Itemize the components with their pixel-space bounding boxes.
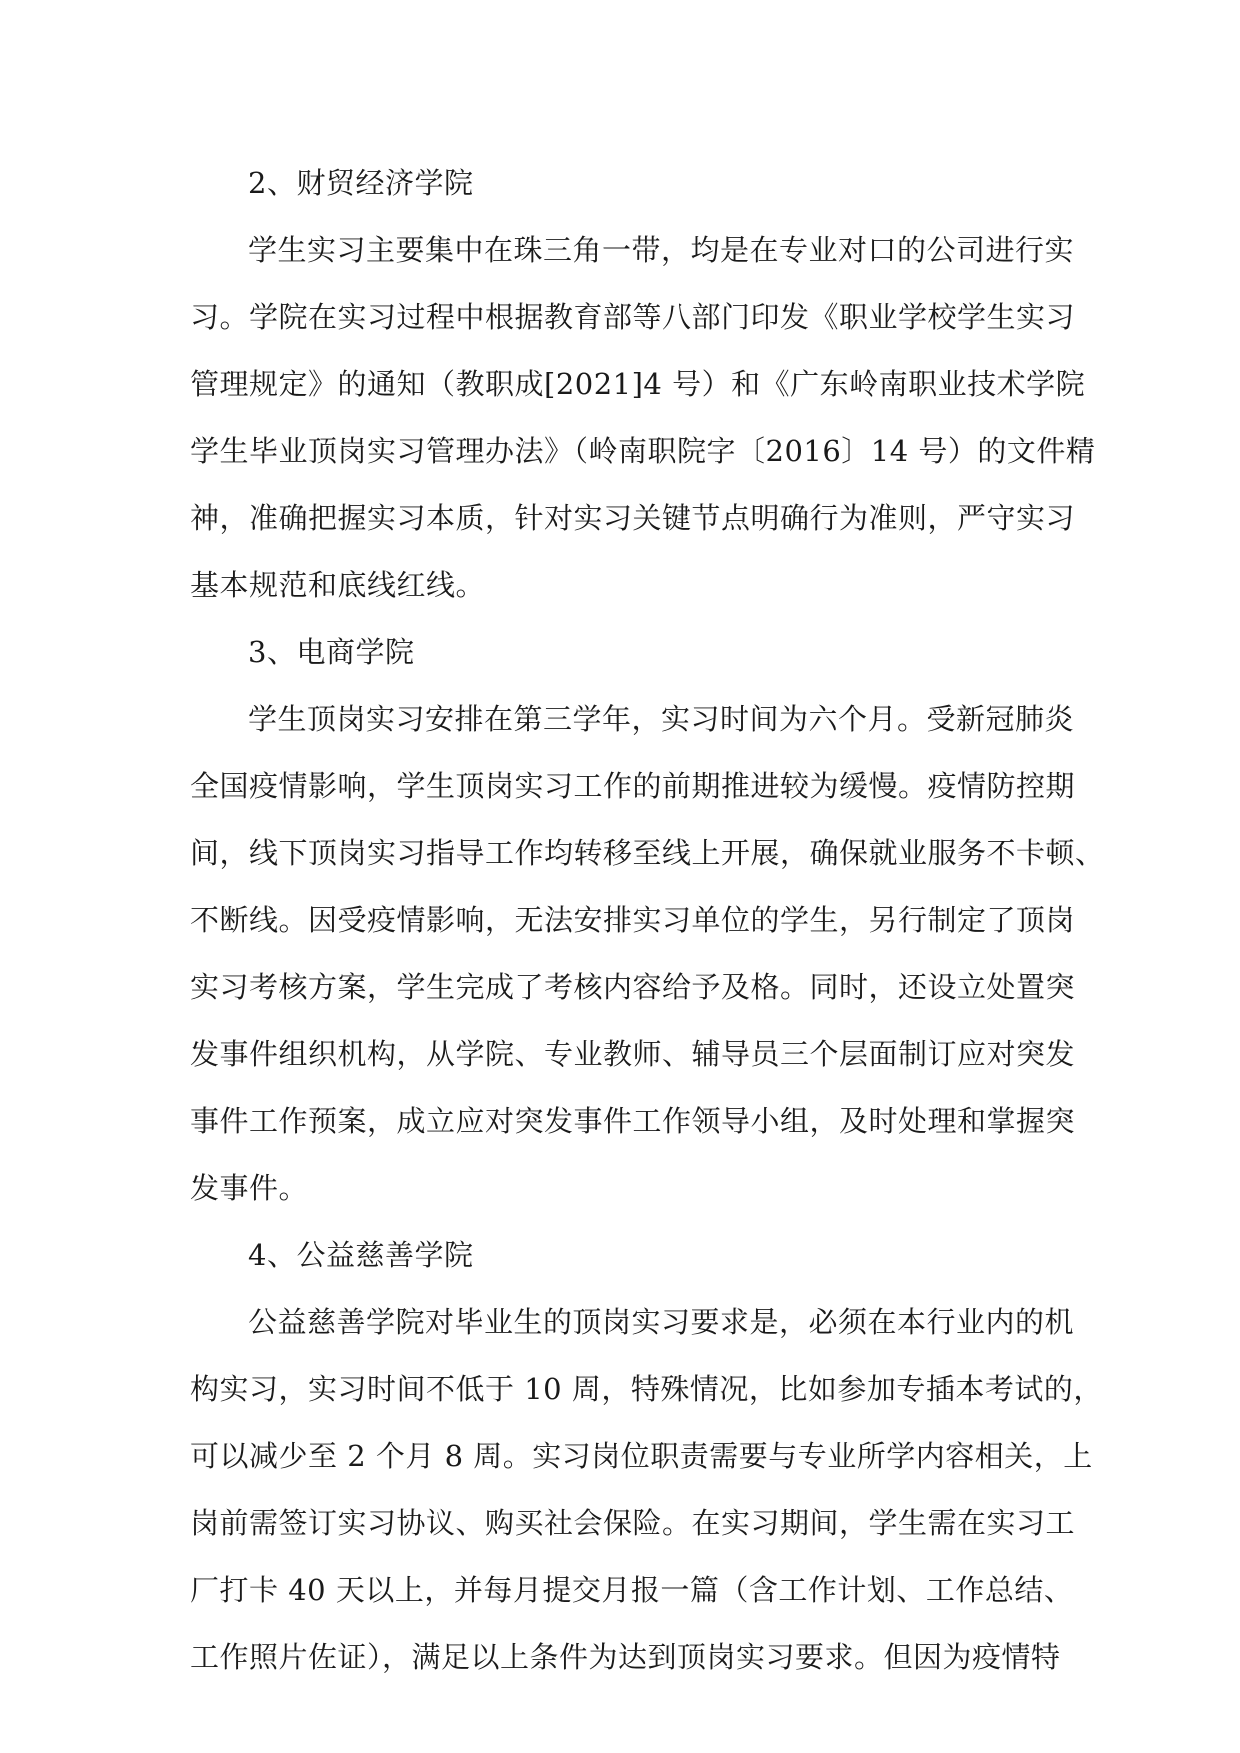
paragraph-line: 不断线。因受疫情影响，无法安排实习单位的学生，另行制定了顶岗	[190, 903, 1076, 937]
paragraph-line: 厂打卡 40 天以上，并每月提交月报一篇（含工作计划、工作总结、	[190, 1573, 1074, 1607]
paragraph-line: 习。学院在实习过程中根据教育部等八部门印发《职业学校学生实习	[190, 300, 1076, 334]
heading-text: 4、公益慈善学院	[248, 1238, 474, 1272]
paragraph-line: 事件工作预案，成立应对突发事件工作领导小组，及时处理和掌握突	[190, 1104, 1076, 1138]
paragraph-line: 发事件组织机构，从学院、专业教师、辅导员三个层面制订应对突发	[190, 1037, 1076, 1071]
paragraph-line: 学生实习主要集中在珠三角一带，均是在专业对口的公司进行实	[248, 233, 1075, 267]
paragraph-line: 实习考核方案，学生完成了考核内容给予及格。同时，还设立处置突	[190, 970, 1076, 1004]
paragraph-line: 发事件。	[190, 1171, 309, 1205]
paragraph-line: 管理规定》的通知（教职成[2021]4 号）和《广东岭南职业技术学院	[190, 367, 1086, 401]
heading-text: 3、电商学院	[248, 635, 415, 669]
section-paragraph	[190, 1289, 1103, 1691]
paragraph-line: 学生顶岗实习安排在第三学年，实习时间为六个月。受新冠肺炎	[248, 702, 1075, 736]
paragraph-line: 基本规范和底线红线。	[190, 568, 486, 602]
section-heading	[190, 150, 1050, 217]
paragraph-line: 全国疫情影响，学生顶岗实习工作的前期推进较为缓慢。疫情防控期	[190, 769, 1076, 803]
paragraph-line: 神，准确把握实习本质，针对实习关键节点明确行为准则，严守实习	[190, 501, 1076, 535]
paragraph-line: 公益慈善学院对毕业生的顶岗实习要求是，必须在本行业内的机	[248, 1305, 1075, 1339]
section-heading	[190, 1222, 1050, 1289]
heading-text: 2、财贸经济学院	[248, 166, 474, 200]
section-paragraph	[190, 686, 1105, 1222]
paragraph-line: 工作照片佐证），满足以上条件为达到顶岗实习要求。但因为疫情特	[190, 1640, 1061, 1674]
section-paragraph	[190, 217, 1096, 619]
paragraph-line: 可以减少至 2 个月 8 周。实习岗位职责需要与专业所学内容相关，上	[190, 1439, 1093, 1473]
section-heading	[190, 619, 1050, 686]
paragraph-line: 构实习，实习时间不低于 10 周，特殊情况，比如参加专插本考试的，	[190, 1372, 1103, 1406]
paragraph-line: 间，线下顶岗实习指导工作均转移至线上开展，确保就业服务不卡顿、	[190, 836, 1105, 870]
document-body	[190, 150, 1105, 1691]
paragraph-line: 学生毕业顶岗实习管理办法》（岭南职院字〔2016〕14 号）的文件精	[190, 434, 1096, 468]
paragraph-line: 岗前需签订实习协议、购买社会保险。在实习期间，学生需在实习工	[190, 1506, 1076, 1540]
